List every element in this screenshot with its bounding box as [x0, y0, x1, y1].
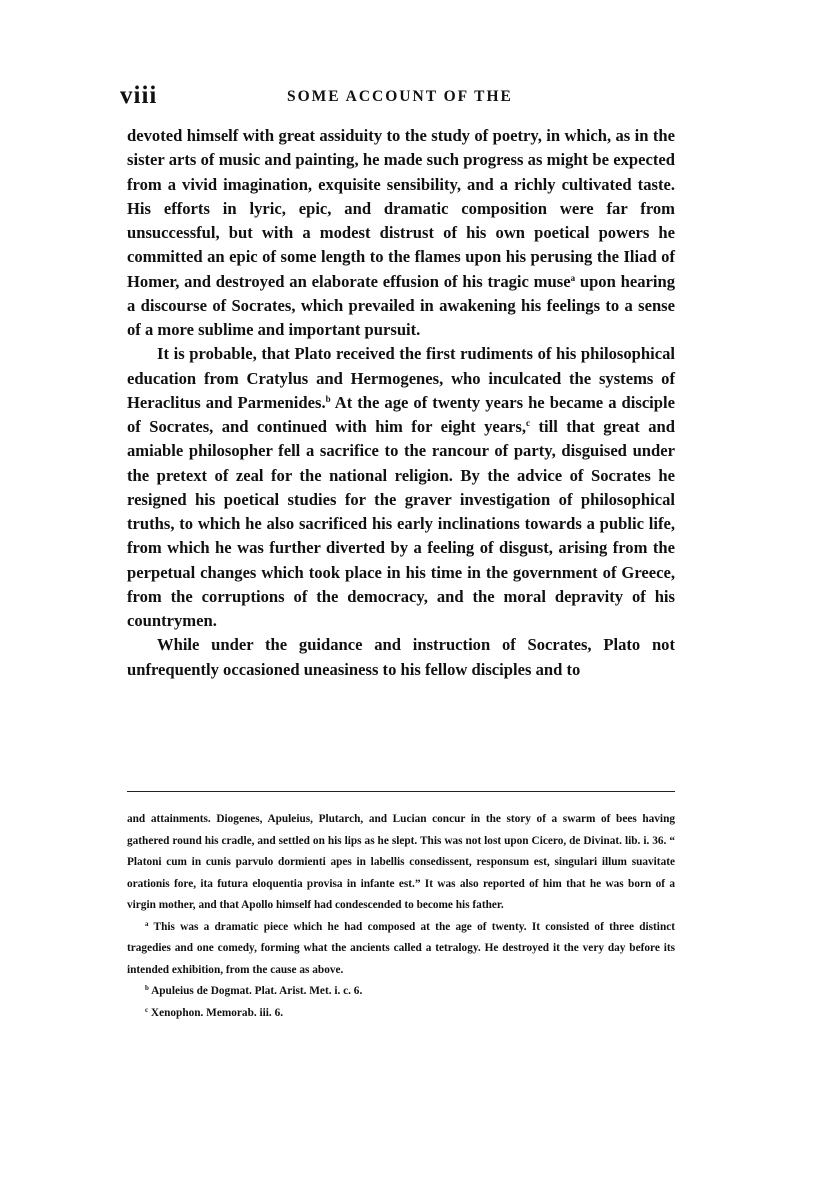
footnote-continued: and attainments. Diogenes, Apuleius, Plutarch, and Lucian concur in the story of a swarm of bees having gathered round his cradle, and settled on his lips as he slept. This was not lost upon Cicero, de Divinat. lib. i. 36. “ Platoni cum in cunis parvulo dormienti apes in labellis consedissent, responsum est, singulari illum suavitate orationis fore, ita futura eloquentia provisa in infante est.” It was also reported of him that he was born of a virgin mother, and that Apollo himself had condescended to become his father.	[127, 813, 675, 911]
footnotes	[127, 809, 675, 1024]
paragraph: It is probable, that Plato received the first rudiments of his philosophical education from Cratylus and Hermogenes, who inculcated the systems of Heraclitus and Parmenides.$^b$ At the age of twenty years he became a disciple of Socrates, and continued with him for eight years,$^c$ till that great and amiable philosopher fell a sacrifice to the rancour of party, disguised under the pretext of zeal for the national religion. By the advice of Socrates he resigned his poetical studies for the graver investigation of philosophical truths, to which he also sacrificed his early inclinations towards a public life, from which he was further diverted by a feeling of disgust, arising from the perpetual changes which took place in his time in the government of Greece, from the corruptions of the democracy, and the moral depravity of his countrymen.	[127, 344, 675, 630]
paragraph: While under the guidance and instruction of Socrates, Plato not unfrequently occasioned uneasiness to his fellow disciples and to	[127, 635, 675, 679]
paragraph: devoted himself with great assiduity to the study of poetry, in which, as in the sister arts of music and painting, he made such progress as might be expected from a vivid imagination, exquisite sensibility, and a richly cultivated taste. His efforts in lyric, epic, and dramatic composition were far from unsuccessful, but with a modest distrust of his own poetical powers he committed an epic of some length to the flames upon his perusing the Iliad of Homer, and destroyed an elaborate effusion of his tragic muse$^a$ upon hearing a discourse of Socrates, which prevailed in awakening his feelings to a sense of a more sublime and important pursuit.	[127, 126, 675, 339]
footnote-rule	[127, 791, 675, 792]
footnote-mark: c	[145, 1005, 149, 1014]
footnote-c: $^c$ Xenophon. Memorab. iii. 6.	[145, 1005, 284, 1019]
footnote-b: $^b$ Apuleius de Dogmat. Plat. Arist. Met. i. c. 6.	[145, 984, 363, 997]
footnote-marker: c	[526, 418, 531, 428]
page-number: viii	[120, 82, 158, 109]
footnote-marker: a	[570, 272, 576, 283]
running-head: SOME ACCOUNT OF THE	[287, 88, 513, 105]
main-text	[127, 124, 675, 682]
footnote-a: $^a$ This was a dramatic piece which he had composed at the age of twenty. It consisted of three distinct tragedies and one comedy, forming what the ancients called a tetralogy. He destroyed it the very day before its intended exhibition, from the cause as above.	[127, 919, 675, 976]
footnote-marker: b	[325, 393, 331, 404]
footnote-mark: a	[145, 919, 149, 928]
footnote-mark: b	[145, 984, 149, 992]
